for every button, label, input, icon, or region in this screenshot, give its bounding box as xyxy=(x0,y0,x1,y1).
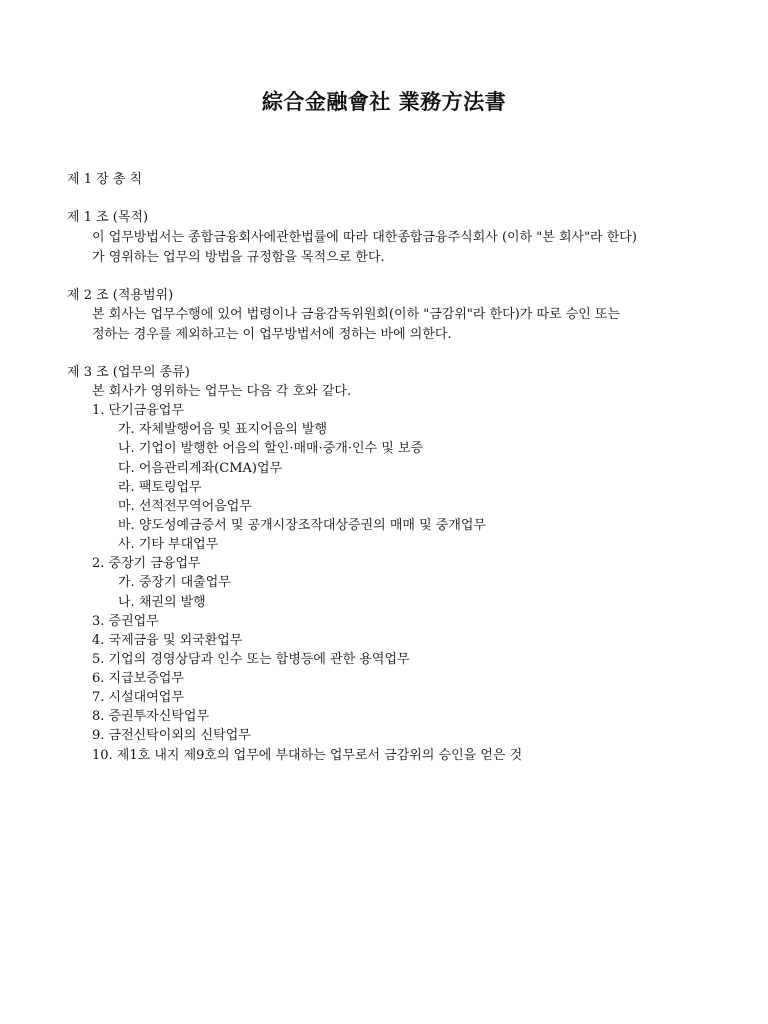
sub-list-item: 바. 양도성예금증서 및 공개시장조작대상증권의 매매 및 중개업무 xyxy=(118,518,486,533)
sub-list-item: 마. 선적전무역어음업무 xyxy=(118,499,252,514)
list-item: 10. 제1호 내지 제9호의 업무에 부대하는 업무로서 금감위의 승인을 얻은 것 xyxy=(92,748,523,763)
article-1-line: 가 영위하는 업무의 방법을 규정함을 목적으로 한다. xyxy=(92,250,385,265)
sub-list-item: 라. 팩토링업무 xyxy=(118,480,202,495)
list-item: 9. 금전신탁이외의 신탁업무 xyxy=(92,728,251,743)
sub-list-item: 사. 기타 부대업무 xyxy=(118,537,219,552)
article-3-heading: 제 3 조 (업무의 종류) xyxy=(67,365,190,380)
list-item: 8. 증권투자신탁업무 xyxy=(92,709,209,724)
list-item: 3. 증권업무 xyxy=(92,614,159,629)
sub-list-item: 가. 중장기 대출업무 xyxy=(118,575,231,590)
chapter-heading: 제 1 장 총 칙 xyxy=(67,172,143,187)
article-2-line: 본 회사는 업무수행에 있어 법령이나 금융감독위원회(이하 "금감위"라 한다)가 따로 승인 또는 xyxy=(92,307,621,322)
sub-list-item: 나. 채권의 발행 xyxy=(118,595,206,610)
list-item: 2. 중장기 금융업무 xyxy=(92,556,201,571)
article-1-line: 이 업무방법서는 종합금융회사에관한법률에 따라 대한종합금융주식회사 (이하 "본 회사"라 한다) xyxy=(92,230,637,245)
article-1-heading: 제 1 조 (목적) xyxy=(67,210,149,225)
sub-list-item: 가. 자체발행어음 및 표지어음의 발행 xyxy=(118,422,328,437)
list-item: 5. 기업의 경영상담과 인수 또는 합병등에 관한 용역업무 xyxy=(92,652,410,667)
article-3-intro: 본 회사가 영위하는 업무는 다음 각 호와 같다. xyxy=(92,384,352,399)
list-item: 4. 국제금융 및 외국환업무 xyxy=(92,633,243,648)
list-item: 7. 시설대여업무 xyxy=(92,690,184,705)
list-item: 6. 지급보증업무 xyxy=(92,671,184,686)
list-item: 1. 단기금융업무 xyxy=(92,403,184,418)
article-2-heading: 제 2 조 (적용범위) xyxy=(67,288,174,303)
article-2-line: 정하는 경우를 제외하고는 이 업무방법서에 정하는 바에 의한다. xyxy=(92,327,452,342)
sub-list-item: 나. 기업이 발행한 어음의 할인·매매·중개·인수 및 보증 xyxy=(118,441,424,456)
sub-list-item: 다. 어음관리계좌(CMA)업무 xyxy=(118,461,283,476)
document-title: 綜合金融會社 業務方法書 xyxy=(261,89,507,114)
